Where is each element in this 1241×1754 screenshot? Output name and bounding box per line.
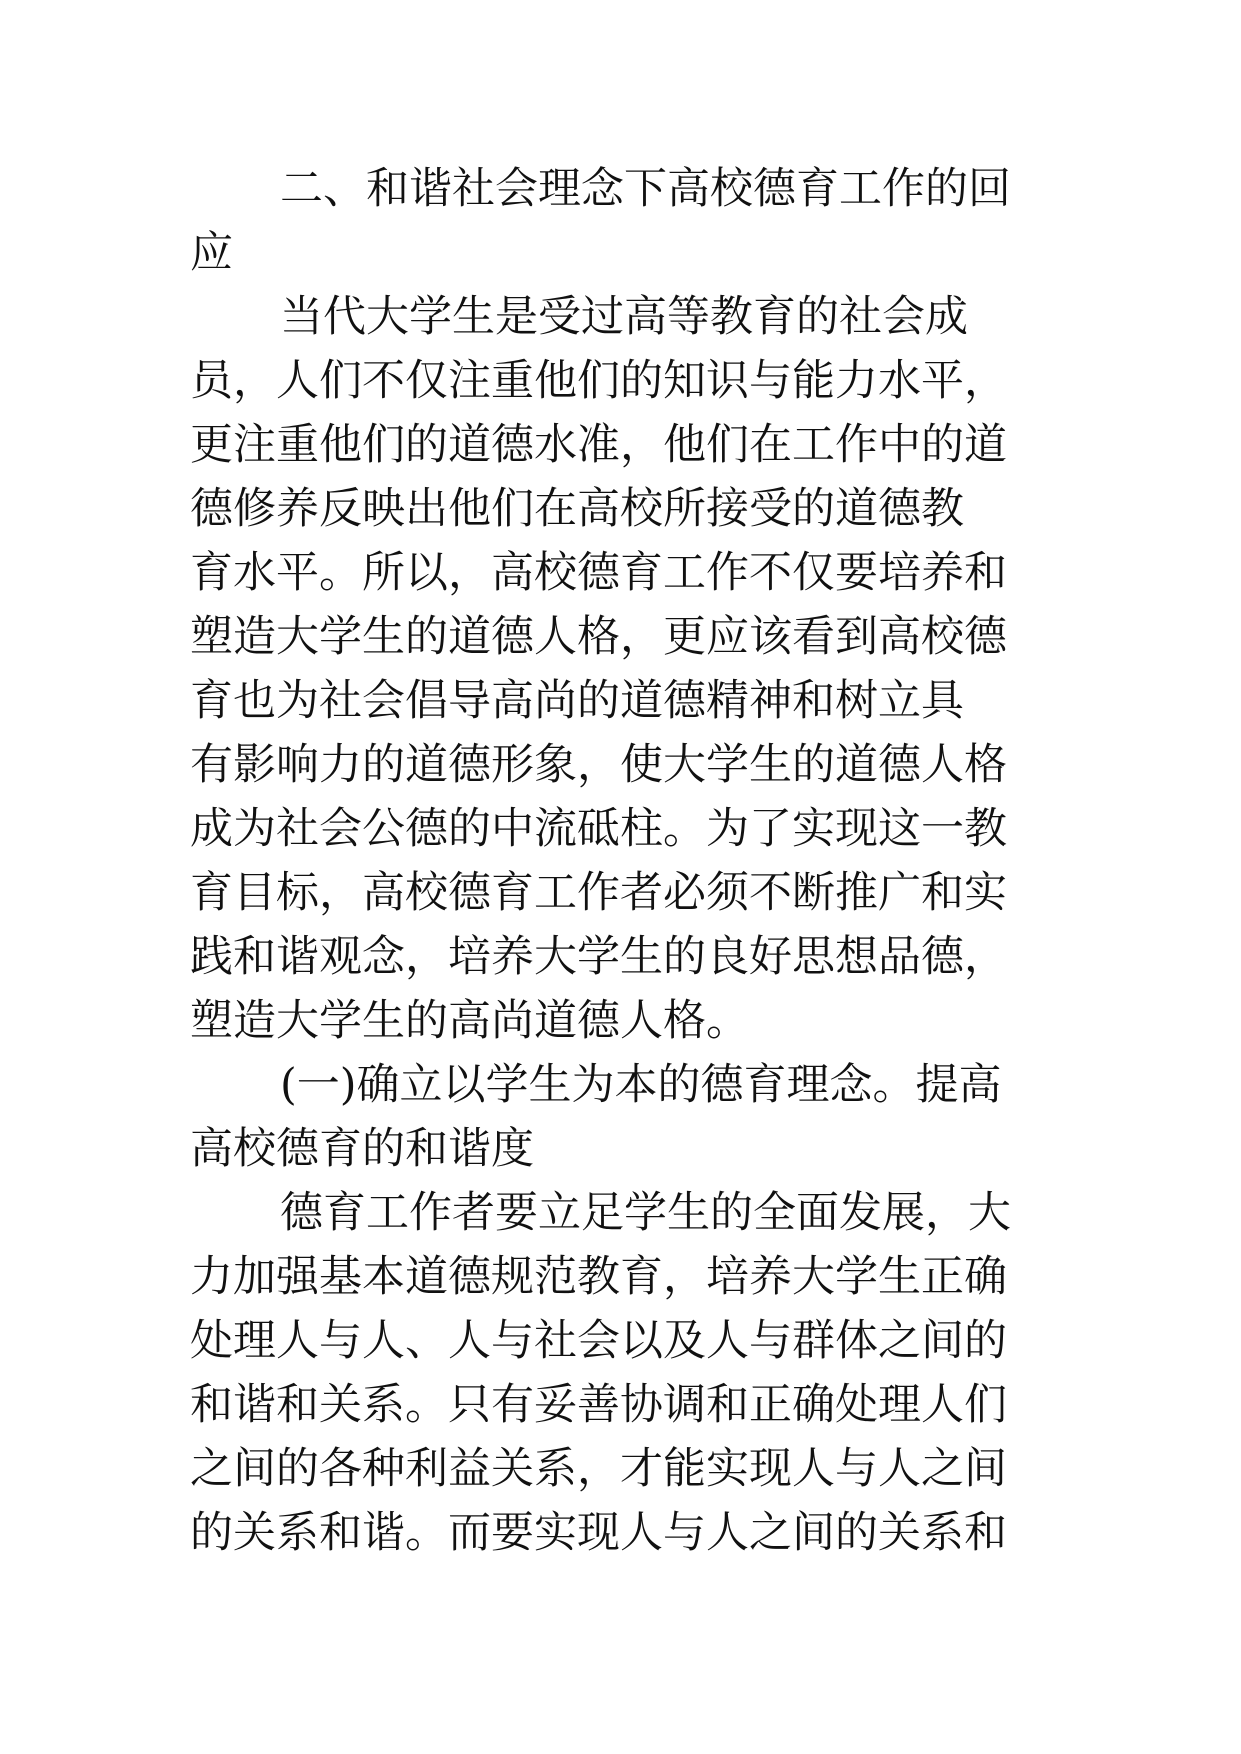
- section-heading-line-1: 二、和谐社会理念下高校德育工作的回: [280, 164, 1011, 214]
- subsection-heading-line-1: (一)确立以学生为本的德育理念。提高: [280, 1060, 1002, 1110]
- paragraph-line: 成为社会公德的中流砥柱。为了实现这一教: [190, 804, 1007, 854]
- paragraph-line: 塑造大学生的高尚道德人格。: [190, 996, 749, 1046]
- paragraph-line: 和谐和关系。只有妥善协调和正确处理人们: [190, 1380, 1007, 1430]
- paragraph-line: 育目标，高校德育工作者必须不断推广和实: [190, 868, 1007, 918]
- paragraph-line: 育水平。所以，高校德育工作不仅要培养和: [190, 548, 1007, 598]
- paragraph-line: 更注重他们的道德水准，他们在工作中的道: [190, 420, 1007, 470]
- paragraph-line: 处理人与人、人与社会以及人与群体之间的: [190, 1316, 1007, 1366]
- paragraph-line: 之间的各种利益关系，才能实现人与人之间: [190, 1444, 1007, 1494]
- paragraph-line: 当代大学生是受过高等教育的社会成: [280, 292, 968, 342]
- section-heading-line-2: 应: [190, 228, 233, 278]
- paragraph-line: 德修养反映出他们在高校所接受的道德教: [190, 484, 964, 534]
- paragraph-line: 有影响力的道德形象，使大学生的道德人格: [190, 740, 1007, 790]
- paragraph-line: 德育工作者要立足学生的全面发展，大: [280, 1188, 1011, 1238]
- paragraph-line: 的关系和谐。而要实现人与人之间的关系和: [190, 1508, 1007, 1558]
- paragraph-line: 塑造大学生的道德人格，更应该看到高校德: [190, 612, 1007, 662]
- paragraph-line: 践和谐观念，培养大学生的良好思想品德，: [190, 932, 1007, 982]
- subsection-heading-line-2: 高校德育的和谐度: [190, 1124, 534, 1174]
- paragraph-line: 员，人们不仅注重他们的知识与能力水平，: [190, 356, 1007, 406]
- paragraph-line: 力加强基本道德规范教育，培养大学生正确: [190, 1252, 1007, 1302]
- paragraph-line: 育也为社会倡导高尚的道德精神和树立具: [190, 676, 964, 726]
- document-body: [190, 157, 1060, 1565]
